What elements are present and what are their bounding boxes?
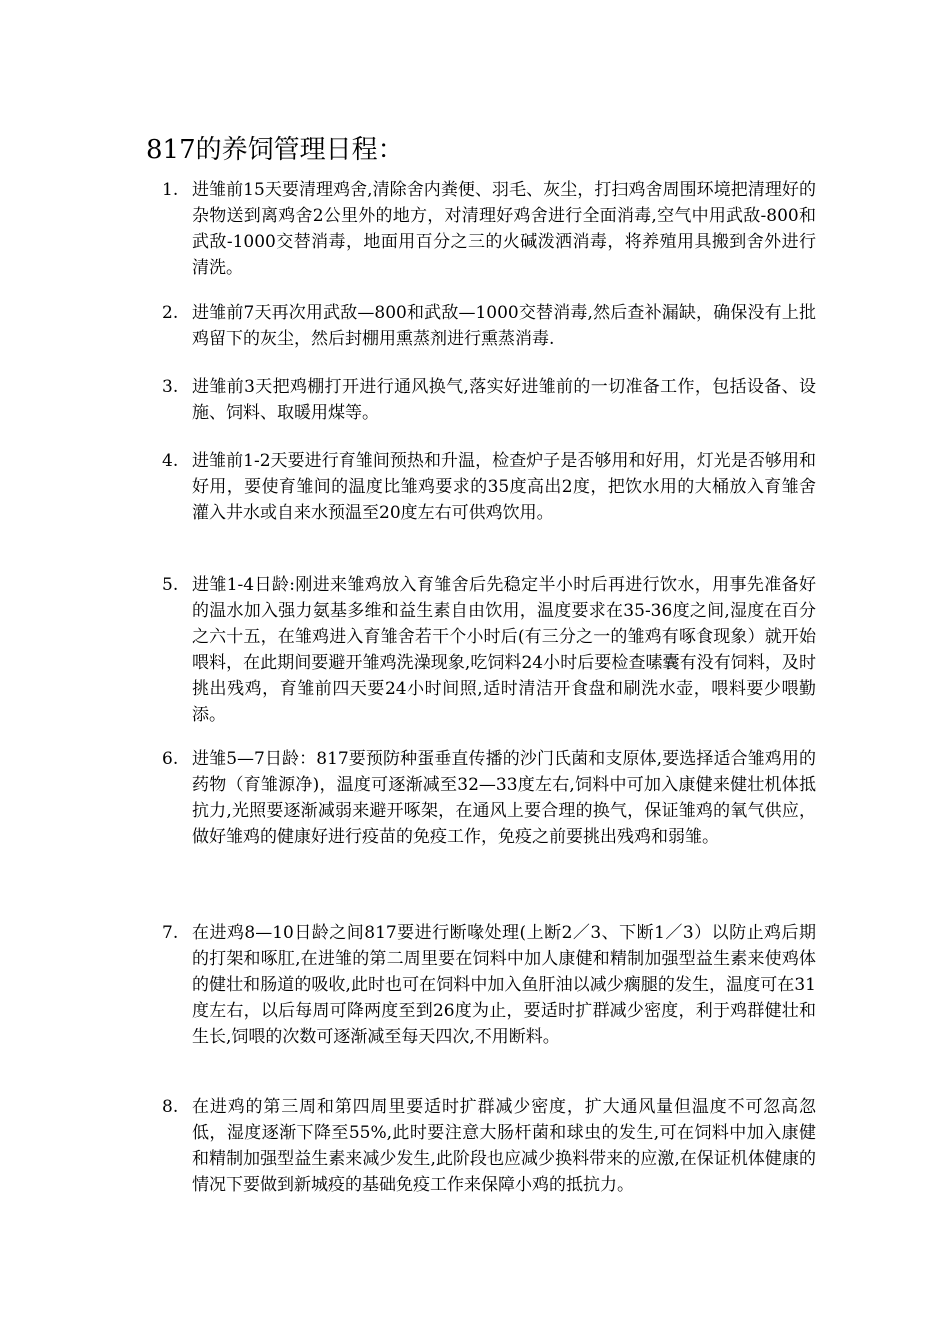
list-item-number: 4.: [162, 451, 179, 471]
list-item: [146, 1094, 816, 1198]
list-item-text: 在进鸡的第三周和第四周里要适时扩群减少密度，扩大通风量但温度不可忽高忽低，湿度逐渐下降至55%,此时要注意大肠杆菌和球虫的发生,可在饲料中加入康健和精制加强型益生素来减少发生,此阶段也应减少换料带来的应激,在保证机体健康的情况下要做到新城疫的基础免疫工作来保障小鸡的抵抗力。: [192, 1097, 816, 1195]
list-item: [146, 572, 816, 728]
list-item: [146, 920, 816, 1050]
list-item: [146, 177, 816, 281]
list-item-number: 8.: [162, 1097, 179, 1117]
list-item-number: 5.: [162, 575, 179, 595]
list-item-text: 进雏前15天要清理鸡舍,清除舍内粪便、羽毛、灰尘，打扫鸡舍周围环境把清理好的杂物送到离鸡舍2公里外的地方，对清理好鸡舍进行全面消毒,空气中用武敌-800和武敌-1000交替消毒，地面用百分之三的火碱泼洒消毒，将养殖用具搬到舍外进行清洗。: [192, 180, 816, 278]
list-item: [146, 374, 816, 426]
list-item-text: 进雏前7天再次用武敌—800和武敌—1000交替消毒,然后查补漏缺，确保没有上批鸡留下的灰尘，然后封棚用熏蒸剂进行熏蒸消毒.: [192, 303, 816, 349]
list-item-number: 6.: [162, 749, 179, 769]
list-item: [146, 448, 816, 526]
list-item-number: 1.: [162, 180, 179, 200]
list-item-number: 2.: [162, 303, 179, 323]
list-item-text: 进雏1-4日龄:刚进来雏鸡放入育雏舍后先稳定半小时后再进行饮水，用事先准备好的温水加入强力氨基多维和益生素自由饮用，温度要求在35-36度之间,湿度在百分之六十五，在雏鸡进入育雏舍若干个小时后(有三分之一的雏鸡有啄食现象）就开始喂料，在此期间要避开雏鸡洗澡现象,吃饲料24小时后要检查嗉囊有没有饲料，及时挑出残鸡，育雏前四天要24小时间照,适时清洁开食盘和刷洗水壶，喂料要少喂勤添。: [192, 575, 816, 725]
list-item: [146, 746, 816, 850]
page-title: 817的养饲管理日程：: [146, 135, 404, 165]
list-item: [146, 300, 816, 352]
list-item-text: 进雏前1-2天要进行育雏间预热和升温，检查炉子是否够用和好用，灯光是否够用和好用，要使育雏间的温度比雏鸡要求的35度高出2度，把饮水用的大桶放入育雏舍灌入井水或自来水预温至20度左右可供鸡饮用。: [192, 451, 816, 523]
list-item-text: 进雏5—7日龄：817要预防种蛋垂直传播的沙门氏菌和支原体,要选择适合雏鸡用的药物（育雏源净)，温度可逐渐减至32—33度左右,饲料中可加入康健来健壮机体抵抗力,光照要逐渐减弱来避开啄架，在通风上要合理的换气，保证雏鸡的氧气供应，做好雏鸡的健康好进行疫苗的免疫工作，免疫之前要挑出残鸡和弱雏。: [192, 749, 816, 847]
list-item-text: 进雏前3天把鸡棚打开进行通风换气,落实好进雏前的一切准备工作，包括设备、设施、饲料、取暖用煤等。: [192, 377, 816, 423]
list-item-text: 在进鸡8—10日龄之间817要进行断喙处理(上断2／3、下断1／3）以防止鸡后期的打架和啄肛,在进雏的第二周里要在饲料中加人康健和精制加强型益生素来使鸡体的健壮和肠道的吸收,此时也可在饲料中加入鱼肝油以减少瘸腿的发生，温度可在31度左右，以后每周可降两度至到26度为止，要适时扩群减少密度，利于鸡群健壮和生长,饲喂的次数可逐渐减至每天四次,不用断料。: [192, 923, 816, 1047]
list-item-number: 7.: [162, 923, 179, 943]
list-item-number: 3.: [162, 377, 179, 397]
